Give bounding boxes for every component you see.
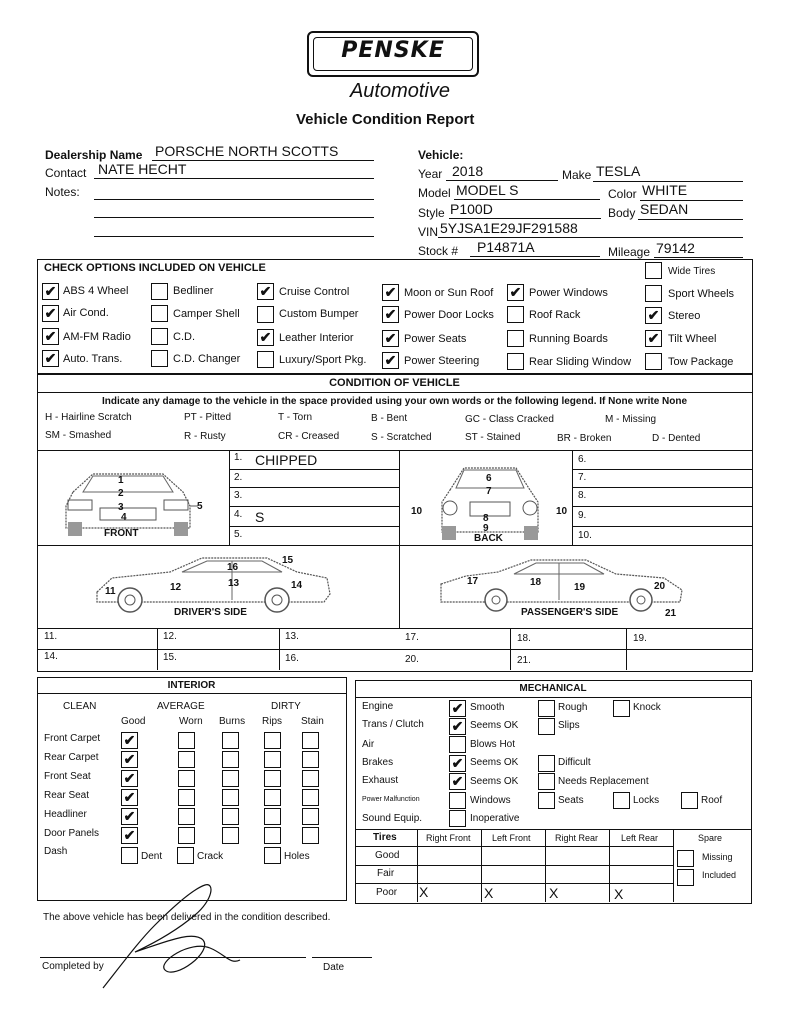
option-checkbox[interactable]: ✔ xyxy=(42,328,59,345)
option-label: Wide Tires xyxy=(668,266,716,277)
interior-dirty-label: DIRTY xyxy=(271,701,301,712)
stock-field[interactable]: P14871A xyxy=(477,239,535,255)
interior-checkbox[interactable] xyxy=(264,732,281,749)
interior-checkbox[interactable] xyxy=(264,751,281,768)
option-label: AM-FM Radio xyxy=(63,331,131,343)
option-label: Moon or Sun Roof xyxy=(404,287,494,299)
mech-checkbox[interactable] xyxy=(538,792,555,809)
dash-label: Dash xyxy=(44,846,68,857)
option-checkbox[interactable]: ✔ xyxy=(42,350,59,367)
damage-entry-number: 20. xyxy=(405,654,419,665)
option-label: Air Cond. xyxy=(63,307,109,319)
option-label: Roof Rack xyxy=(529,309,581,321)
interior-heading: INTERIOR xyxy=(167,680,216,691)
notes-line[interactable] xyxy=(94,217,374,218)
damage-entry-number: 12. xyxy=(163,631,177,642)
back-label: BACK xyxy=(474,533,503,544)
spare-option-label: Missing xyxy=(702,852,733,862)
condition-heading: CONDITION OF VEHICLE xyxy=(329,377,460,389)
option-checkbox[interactable] xyxy=(151,350,168,367)
interior-checkbox[interactable]: ✔ xyxy=(121,808,138,825)
interior-checkbox[interactable] xyxy=(302,808,319,825)
interior-checkbox[interactable]: ✔ xyxy=(121,732,138,749)
interior-checkbox[interactable] xyxy=(222,751,239,768)
mech-checkbox[interactable] xyxy=(449,810,466,827)
interior-checkbox[interactable] xyxy=(264,770,281,787)
vehicle-heading: Vehicle: xyxy=(418,148,464,162)
option-label: Power Steering xyxy=(404,355,480,367)
make-label: Make xyxy=(562,168,592,182)
interior-checkbox[interactable] xyxy=(222,808,239,825)
mech-option-label: Needs Replacement xyxy=(558,776,649,787)
damage-entry-number: 13. xyxy=(285,631,299,642)
logo-text: PENSKE xyxy=(341,38,445,63)
option-checkbox[interactable] xyxy=(151,283,168,300)
tire-poor-mark[interactable]: X xyxy=(484,885,494,901)
damage-entry-number: 21. xyxy=(517,655,531,666)
option-label: Custom Bumper xyxy=(279,308,359,320)
option-checkbox[interactable]: ✔ xyxy=(257,283,274,300)
interior-checkbox[interactable]: ✔ xyxy=(121,827,138,844)
option-label: Rear Sliding Window xyxy=(529,356,632,368)
option-checkbox[interactable]: ✔ xyxy=(382,330,399,347)
mech-checkbox[interactable] xyxy=(538,718,555,735)
option-label: Power Door Locks xyxy=(404,309,494,321)
interior-checkbox[interactable]: ✔ xyxy=(121,770,138,787)
mech-checkbox[interactable] xyxy=(449,736,466,753)
option-label: Power Windows xyxy=(529,287,608,299)
interior-checkbox[interactable] xyxy=(264,789,281,806)
interior-checkbox[interactable] xyxy=(178,827,195,844)
damage-entry-number: 6. xyxy=(578,454,587,465)
option-checkbox[interactable]: ✔ xyxy=(42,305,59,322)
option-checkbox[interactable] xyxy=(507,353,524,370)
damage-entry-number: 2. xyxy=(234,472,243,483)
damage-entry-number: 11. xyxy=(44,631,58,642)
contact-field[interactable]: NATE HECHT xyxy=(98,161,187,177)
color-field[interactable]: WHITE xyxy=(642,182,688,198)
mech-row-label: Trans / Clutch xyxy=(362,719,424,730)
mech-option-label: Seems OK xyxy=(470,720,519,731)
passenger-side-label: PASSENGER'S SIDE xyxy=(521,607,619,618)
legend-item: PT - Pitted xyxy=(184,412,232,423)
option-checkbox[interactable] xyxy=(257,306,274,323)
option-checkbox[interactable] xyxy=(645,353,662,370)
tires-col-header: Left Front xyxy=(492,833,531,843)
option-label: C.D. xyxy=(173,331,195,343)
mech-checkbox[interactable] xyxy=(613,792,630,809)
option-checkbox[interactable]: ✔ xyxy=(645,307,662,324)
mech-option-label: Rough xyxy=(558,702,588,713)
interior-checkbox[interactable]: ✔ xyxy=(121,751,138,768)
spare-missing-checkbox[interactable] xyxy=(677,850,694,867)
dealership-label: Dealership Name xyxy=(45,148,143,162)
mech-checkbox[interactable] xyxy=(538,700,555,717)
interior-checkbox[interactable] xyxy=(222,789,239,806)
legend-item: T - Torn xyxy=(278,412,313,423)
interior-col-header: Worn xyxy=(179,716,203,727)
option-label: Stereo xyxy=(668,310,701,322)
interior-average-label: AVERAGE xyxy=(157,701,205,712)
damage-entry-number: 8. xyxy=(578,490,587,501)
condition-instruction: Indicate any damage to the vehicle in the space provided using your own words or the following legend. If None write None xyxy=(101,396,688,407)
damage-entry-number: 15. xyxy=(163,652,177,663)
legend-item: R - Rusty xyxy=(184,431,226,442)
dash-option-label: Dent xyxy=(141,851,163,862)
spare-option-label: Included xyxy=(702,870,737,880)
interior-row-label: Headliner xyxy=(44,809,87,820)
option-checkbox[interactable] xyxy=(257,351,274,368)
vin-field[interactable]: 5YJSA1E29JF291588 xyxy=(440,220,578,236)
logo-subtitle: Automotive xyxy=(349,80,451,102)
damage-entry-field[interactable]: CHIPPED xyxy=(255,452,318,468)
option-checkbox[interactable]: ✔ xyxy=(382,284,399,301)
front-label: FRONT xyxy=(104,528,139,539)
mech-checkbox[interactable]: ✔ xyxy=(449,718,466,735)
tires-header: Tires xyxy=(373,832,397,843)
interior-col-header: Rips xyxy=(262,716,283,727)
interior-checkbox[interactable] xyxy=(302,770,319,787)
option-checkbox[interactable]: ✔ xyxy=(507,284,524,301)
option-label: C.D. Changer xyxy=(173,353,241,365)
legend-item: B - Bent xyxy=(371,413,408,424)
mech-option-label: Windows xyxy=(470,795,511,806)
legend-item: ST - Stained xyxy=(465,432,521,443)
style-label: Style xyxy=(418,206,445,220)
mileage-field[interactable]: 79142 xyxy=(656,240,695,256)
tires-col-header: Spare xyxy=(698,833,723,843)
option-label: Camper Shell xyxy=(173,308,240,320)
legend-item: M - Missing xyxy=(605,414,657,425)
dash-crack-checkbox[interactable] xyxy=(177,847,194,864)
interior-checkbox[interactable] xyxy=(222,732,239,749)
mech-checkbox[interactable] xyxy=(538,773,555,790)
option-label: ABS 4 Wheel xyxy=(63,285,129,297)
interior-row-label: Front Seat xyxy=(44,771,91,782)
mech-option-label: Seats xyxy=(558,795,584,806)
spare-included-checkbox[interactable] xyxy=(677,869,694,886)
page-title: Vehicle Condition Report xyxy=(296,111,475,128)
tire-poor-mark[interactable]: X xyxy=(614,886,624,902)
option-label: Tow Package xyxy=(668,356,734,368)
option-checkbox[interactable]: ✔ xyxy=(42,283,59,300)
delivery-statement: The above vehicle has been delivered in the condition described. xyxy=(43,912,331,923)
body-label: Body xyxy=(608,206,636,220)
legend-item: SM - Smashed xyxy=(45,430,112,441)
damage-entry-number: 18. xyxy=(517,633,531,644)
year-field[interactable]: 2018 xyxy=(452,163,484,179)
damage-entry-number: 9. xyxy=(578,510,587,521)
interior-col-header: Good xyxy=(121,716,146,727)
mech-option-label: Blows Hot xyxy=(470,739,516,750)
interior-row-label: Door Panels xyxy=(44,828,100,839)
vin-label: VIN xyxy=(418,225,439,239)
interior-col-header: Stain xyxy=(301,716,324,727)
color-label: Color xyxy=(608,187,637,201)
option-checkbox[interactable] xyxy=(645,285,662,302)
damage-entry-number: 3. xyxy=(234,490,243,501)
legend-item: H - Hairline Scratch xyxy=(45,412,132,423)
interior-checkbox[interactable] xyxy=(178,751,195,768)
mech-checkbox[interactable] xyxy=(613,700,630,717)
interior-row-label: Rear Carpet xyxy=(44,752,99,763)
legend-item: BR - Broken xyxy=(557,433,612,444)
legend-item: GC - Class Cracked xyxy=(465,414,554,425)
damage-entry-number: 1. xyxy=(234,452,243,463)
damage-entry-number: 5. xyxy=(234,529,243,540)
mech-checkbox[interactable] xyxy=(681,792,698,809)
mech-row-label: Sound Equip. xyxy=(362,813,423,824)
dash-option-label: Holes xyxy=(284,851,310,862)
mech-option-label: Smooth xyxy=(470,702,505,713)
option-label: Auto. Trans. xyxy=(63,353,123,365)
mech-option-label: Difficult xyxy=(558,757,591,768)
mileage-label: Mileage xyxy=(608,245,651,259)
option-label: Bedliner xyxy=(173,285,214,297)
interior-col-header: Burns xyxy=(219,716,246,727)
interior-checkbox[interactable] xyxy=(178,732,195,749)
interior-row-label: Front Carpet xyxy=(44,733,101,744)
option-checkbox[interactable] xyxy=(151,305,168,322)
option-label: Luxury/Sport Pkg. xyxy=(279,354,367,366)
mech-option-label: Slips xyxy=(558,720,580,731)
options-heading: CHECK OPTIONS INCLUDED ON VEHICLE xyxy=(44,262,266,274)
damage-entry-number: 7. xyxy=(578,472,587,483)
interior-checkbox[interactable] xyxy=(302,732,319,749)
tires-col-header: Left Rear xyxy=(621,833,659,843)
interior-checkbox[interactable] xyxy=(264,827,281,844)
option-label: Running Boards xyxy=(529,333,608,345)
dash-dent-checkbox[interactable] xyxy=(121,847,138,864)
mech-checkbox[interactable]: ✔ xyxy=(449,773,466,790)
contact-label: Contact xyxy=(45,166,87,180)
interior-checkbox[interactable]: ✔ xyxy=(121,789,138,806)
signature xyxy=(95,870,250,1000)
option-checkbox[interactable]: ✔ xyxy=(645,330,662,347)
damage-entry-number: 19. xyxy=(633,633,647,644)
mech-checkbox[interactable] xyxy=(449,792,466,809)
interior-checkbox[interactable] xyxy=(178,808,195,825)
mech-option-label: Seems OK xyxy=(470,757,519,768)
mech-checkbox[interactable]: ✔ xyxy=(449,755,466,772)
tire-poor-mark[interactable]: X xyxy=(419,884,429,900)
interior-checkbox[interactable] xyxy=(222,770,239,787)
penske-logo xyxy=(307,31,479,77)
notes-line[interactable] xyxy=(94,236,374,237)
tire-row-label: Poor xyxy=(376,887,398,898)
style-field[interactable]: P100D xyxy=(450,201,493,217)
option-label: Tilt Wheel xyxy=(668,333,717,345)
model-label: Model xyxy=(418,186,451,200)
dash-holes-checkbox[interactable] xyxy=(264,847,281,864)
tire-poor-mark[interactable]: X xyxy=(549,885,559,901)
mech-option-label: Seems OK xyxy=(470,776,519,787)
mech-option-label: Inoperative xyxy=(470,813,520,824)
option-checkbox[interactable] xyxy=(507,306,524,323)
tires-col-header: Right Front xyxy=(426,833,471,843)
option-label: Power Seats xyxy=(404,333,467,345)
damage-entry-number: 14. xyxy=(44,651,58,662)
mech-checkbox[interactable]: ✔ xyxy=(449,700,466,717)
interior-checkbox[interactable] xyxy=(302,751,319,768)
mech-option-label: Knock xyxy=(633,702,661,713)
mech-row-label: Air xyxy=(362,739,375,750)
damage-entry-field[interactable]: S xyxy=(255,509,265,525)
damage-entry-number: 4. xyxy=(234,509,243,520)
mech-row-label: Exhaust xyxy=(362,775,399,786)
model-field[interactable]: MODEL S xyxy=(456,182,519,198)
option-checkbox[interactable] xyxy=(507,330,524,347)
legend-item: D - Dented xyxy=(652,433,701,444)
tire-row-label: Good xyxy=(375,850,400,861)
completed-by-label: Completed by xyxy=(42,961,104,972)
option-label: Cruise Control xyxy=(279,286,350,298)
option-checkbox[interactable] xyxy=(151,328,168,345)
legend-item: CR - Creased xyxy=(278,431,340,442)
dash-option-label: Crack xyxy=(197,851,224,862)
interior-checkbox[interactable] xyxy=(178,789,195,806)
mech-row-label: Brakes xyxy=(362,757,394,768)
year-label: Year xyxy=(418,167,443,181)
notes-line[interactable] xyxy=(94,199,374,200)
notes-label: Notes: xyxy=(45,185,80,199)
damage-entry-number: 17. xyxy=(405,632,419,643)
option-checkbox[interactable]: ✔ xyxy=(382,352,399,369)
tire-row-label: Fair xyxy=(377,868,395,879)
mech-option-label: Roof xyxy=(701,795,723,806)
interior-checkbox[interactable] xyxy=(264,808,281,825)
tires-col-header: Right Rear xyxy=(555,833,599,843)
date-label: Date xyxy=(323,962,345,973)
damage-entry-number: 10. xyxy=(578,530,592,541)
interior-checkbox[interactable] xyxy=(302,789,319,806)
option-checkbox[interactable] xyxy=(645,262,662,279)
mech-checkbox[interactable] xyxy=(538,755,555,772)
interior-checkbox[interactable] xyxy=(302,827,319,844)
mech-row-label: Power Malfunction xyxy=(362,796,420,803)
mech-option-label: Locks xyxy=(633,795,660,806)
dealership-field[interactable]: PORSCHE NORTH SCOTTS xyxy=(155,143,339,159)
interior-row-label: Rear Seat xyxy=(44,790,90,801)
stock-label: Stock # xyxy=(418,244,459,258)
option-checkbox[interactable]: ✔ xyxy=(382,306,399,323)
option-label: Sport Wheels xyxy=(668,288,735,300)
option-checkbox[interactable]: ✔ xyxy=(257,329,274,346)
legend-item: S - Scratched xyxy=(371,432,432,443)
make-field[interactable]: TESLA xyxy=(596,163,641,179)
body-field[interactable]: SEDAN xyxy=(640,201,689,217)
mech-row-label: Engine xyxy=(362,701,394,712)
interior-clean-label: CLEAN xyxy=(63,701,97,712)
interior-checkbox[interactable] xyxy=(178,770,195,787)
driver-side-label: DRIVER'S SIDE xyxy=(174,607,247,618)
interior-checkbox[interactable] xyxy=(222,827,239,844)
damage-entry-number: 16. xyxy=(285,653,299,664)
mechanical-heading: MECHANICAL xyxy=(519,683,587,694)
option-label: Leather Interior xyxy=(279,332,354,344)
